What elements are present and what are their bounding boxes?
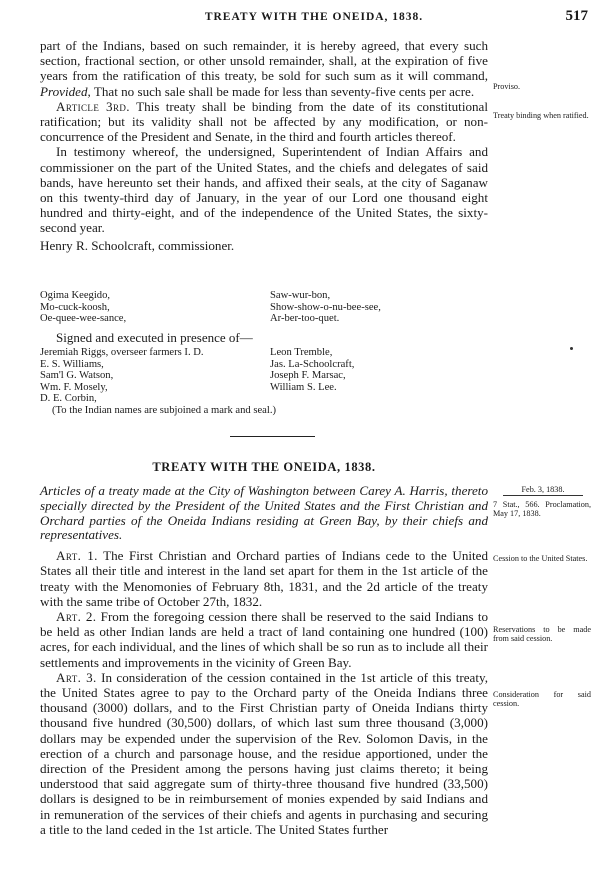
paragraph-testimony: In testimony whereof, the undersigned, Superintendent of Indian Affairs and commissioner on the part of the United States, and the chiefs and delegates of said bands, have hereunto set their hands, and affixed their seals, at the city of Saganaw on this twenty-third day of January, in the year of our Lord one thousand eight hundred and thirty-eight, and of the independence of the United States, the sixty-second year. (40, 144, 488, 236)
running-header (40, 8, 588, 28)
article-2: Art. 2. From the foregoing cession there shall be reserved to the said Indians to be held as other Indian lands are held a tract of land containing one hundred (100) acres, for each individual, and the lines of which shall be so run as to include all their settlements and improvements in the vicinity of Green Bay. (40, 609, 488, 670)
signatories (40, 290, 488, 326)
signatory: Show-show-o-nu-bee-see, (270, 301, 381, 313)
witnesses-left (40, 347, 204, 405)
commissioner-signature: Henry R. Schoolcraft, commissioner. (40, 237, 235, 253)
witnesses-heading: Signed and executed in presence of— (56, 330, 253, 345)
treaty-body (40, 484, 488, 837)
witness: E. S. Williams, (40, 358, 104, 370)
article-3: Art. 3. In consideration of the cession contained in the 1st article of this treaty, the United States agree to pay to the Orchard party of the Oneida Indians three thousand (3000) dollars, and to the First Christian party of Oneida Indians thirty thousand five hundred (30,500) dollars, of which last sum three thousand (3,000) dollars may be expended under the supervision of the Rev. Solomon Davis, in the erection of a church and parsonage house, and the residue apportioned, under the direction of the President among the persons having just claims thereto; it being understood that said aggregate sum of thirty-three thousand five hundred (33,500) dollars is designed to be in reimbursement of monies expended by said Indians and in remuneration of the services of their chiefs and agents in purchasing and securing a title to the land ceded in the 1st article. The United States further (40, 669, 488, 837)
treaty-preamble: Articles of a treaty made at the City of Washington between Carey A. Harris, thereto specially directed by the President of the United States and the First Christian and Orchard parties of the Oneida Indians residing at Green Bay, by their chiefs and representatives. (40, 483, 488, 543)
page-number: 517 (565, 8, 588, 24)
treaty-continuation (40, 38, 488, 253)
margin-cession: Cession to the United States. (493, 554, 588, 563)
paragraph-article-3: Article 3rd. This treaty shall be binding from the date of its constitutional ratification; but its validity shall not be affected by any modification, or non-concurrence of the President and Senate, in the third and fourth articles thereof. (40, 98, 488, 145)
margin-note-proviso: Proviso. (493, 82, 521, 91)
witness: Wm. F. Mosely, (40, 381, 108, 393)
witnesses (40, 347, 488, 407)
witness: Jeremiah Riggs, overseer farmers I. D. (40, 347, 204, 358)
print-speck (570, 347, 573, 350)
margin-date: Feb. 3, 1838. (503, 485, 583, 496)
running-title: TREATY WITH THE ONEIDA, 1838. (204, 11, 424, 23)
signatory: Mo-cuck-koosh, (40, 301, 110, 313)
signatories-left (40, 290, 126, 325)
margin-statute: 7 Stat., 566. Proclamation, May 17, 1838. (493, 500, 591, 518)
signatory: Ar-ber-too-quet. (270, 313, 340, 325)
paragraph-proviso: part of the Indians, based on such remainder, it is hereby agreed, that every such section, fractional section, or other unsold remainder, shall, at the expiration of five years from the ratification of this treaty, be sold for such sum as it will command, Provided, That no such sale shall be made for less than seventy-five cents per acre. (40, 38, 488, 99)
margin-reservations: Reservations to be made from said cession. (493, 625, 591, 643)
signatory: Oe-quee-wee-sance, (40, 313, 127, 325)
margin-consideration: Consideration for said cession. (493, 690, 591, 708)
witness: Jas. La-Schoolcraft, (270, 358, 355, 370)
margin-note-binding: Treaty binding when ratified. (493, 111, 589, 120)
mark-and-seal-note: (To the Indian names are subjoined a mark and seal.) (52, 405, 276, 416)
witness: Sam'l G. Watson, (40, 370, 114, 382)
treaty-title: TREATY WITH THE ONEIDA, 1838. (152, 460, 376, 474)
witness: Leon Tremble, (270, 347, 333, 358)
witness: D. E. Corbin, (40, 393, 97, 405)
witness: Joseph F. Marsac, (270, 370, 346, 382)
signatory: Saw-wur-bon, (270, 290, 331, 301)
article-1: Art. 1. The First Christian and Orchard parties of Indians cede to the United States all their title and interest in the land set apart for them in the 1st article of the treaty with the Menomonies of February 8th, 1831, and the 2d article of the treaty with the same tribe of October 27th, 1832. (40, 548, 489, 609)
witnesses-heading-wrap (40, 330, 488, 345)
section-divider (230, 436, 315, 437)
witness: William S. Lee. (270, 381, 337, 393)
signatory: Ogima Keegido, (40, 290, 111, 301)
signatories-right (270, 290, 381, 325)
witnesses-right (270, 347, 354, 393)
